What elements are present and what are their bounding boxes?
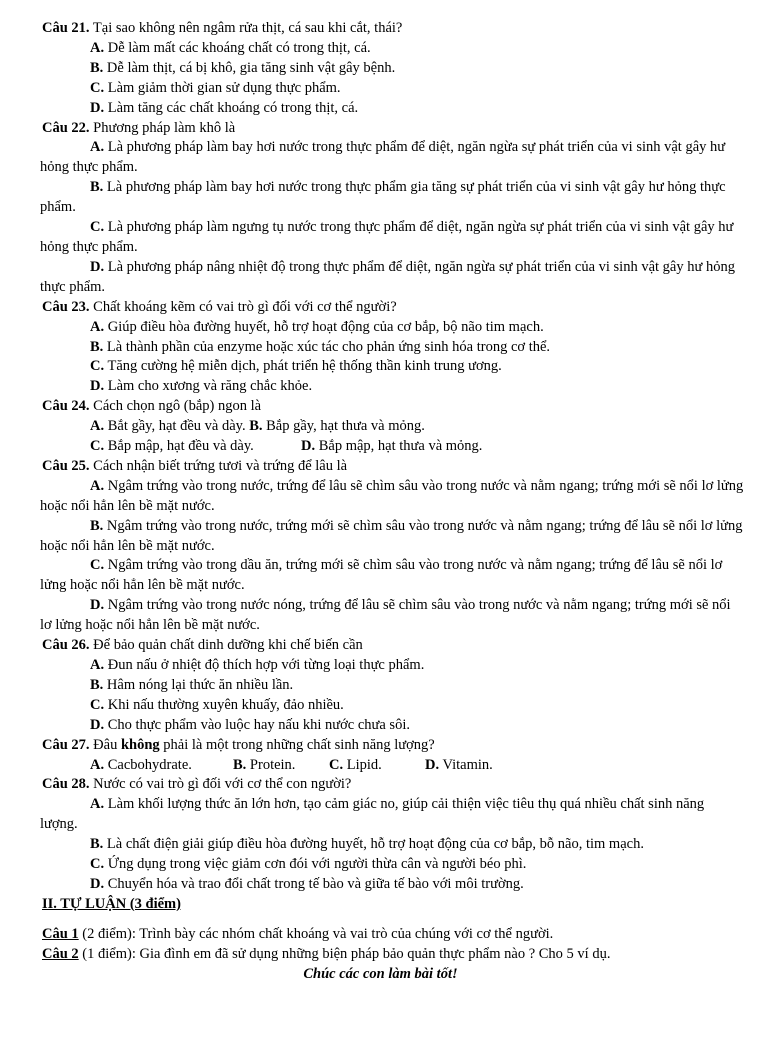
option-b [233, 756, 329, 776]
option-label: C. [90, 557, 105, 574]
question-number: Câu 24. [42, 398, 90, 415]
option-text: Dễ làm mất các khoáng chất có trong thịt, cá. [107, 39, 371, 56]
option-text: Vitamin. [442, 756, 493, 773]
option-text: Là phương pháp làm ngưng tụ nước trong thực phẩm để diệt, ngăn ngừa sự phát triển của vi sinh vật gây hư hỏng thực phẩm. [40, 219, 734, 255]
essay-text: (1 điểm): Gia đình em đã sử dụng những biện pháp bảo quản thực phẩm nào ? Cho 5 ví dụ. [78, 945, 611, 962]
option-label: C. [90, 438, 105, 455]
question-number: Câu 25. [42, 457, 90, 474]
essay-question-1 [0, 925, 761, 945]
option-b [0, 178, 761, 218]
question-number: Câu 28. [42, 776, 90, 793]
option-b [0, 338, 761, 358]
option-text: Tăng cường hệ miễn dịch, phát triển hệ thống thần kinh trung ương. [107, 358, 502, 375]
option-label: A. [90, 139, 105, 156]
option-text: Đun nấu ở nhiệt độ thích hợp với từng loại thực phẩm. [107, 657, 425, 673]
option-label: D. [90, 716, 105, 733]
option-text: Khi nấu thường xuyên khuấy, đảo nhiều. [107, 696, 344, 713]
essay-label: Câu 1 [42, 925, 79, 942]
question-text: Cách chọn ngô (bắp) ngon là [93, 398, 262, 415]
options-row [0, 756, 761, 776]
option-text: Là phương pháp làm bay hơi nước trong thực phẩm gia tăng sự phát triển của vi sinh vật gây hư hỏng thực phẩm. [40, 179, 726, 216]
option-text: Giúp điều hòa đường huyết, hỗ trợ hoạt động của cơ bắp, bộ não tim mạch. [107, 318, 544, 335]
question-26 [0, 636, 761, 736]
option-a [90, 756, 233, 776]
option-label: B. [233, 756, 247, 773]
option-c [329, 756, 425, 776]
option-label: C. [90, 79, 105, 96]
option-text: Cho thực phẩm vào luộc hay nấu khi nước chưa sôi. [107, 716, 410, 733]
option-b [0, 835, 761, 855]
question-text: Phương pháp làm khô là [93, 119, 236, 136]
option-c [0, 696, 761, 716]
question-stem [0, 119, 761, 139]
option-label: A. [90, 318, 105, 335]
option-text: Ngâm trứng vào trong nước, trứng để lâu sẽ chìm sâu vào trong nước và nằm ngang; trứng mới sẽ nổi lơ lửng hoặc nổi hẳn lên bề mặt nước. [40, 477, 744, 514]
question-number: Câu 21. [42, 20, 90, 36]
options-row-cd [0, 437, 761, 457]
options-row-ab [0, 417, 761, 437]
question-text: Để bảo quản chất dinh dưỡng khi chế biến cần [93, 637, 363, 654]
question-number: Câu 23. [42, 298, 90, 315]
essay-question-2 [0, 945, 761, 965]
question-stem [0, 298, 761, 318]
option-text: Là chất điện giải giúp điều hòa đường huyết, hỗ trợ hoạt động của cơ bắp, bỗ não, tim mạch. [106, 836, 644, 853]
option-d [301, 438, 482, 454]
option-label: D. [90, 597, 105, 614]
question-text: Cách nhận biết trứng tươi và trứng để lâu là [93, 457, 348, 474]
option-label: C. [90, 358, 105, 375]
option-b [0, 59, 761, 79]
option-label: C. [329, 756, 344, 773]
option-c [90, 437, 301, 457]
option-label: B. [90, 338, 104, 355]
option-d [0, 596, 761, 636]
option-text: Là thành phần của enzyme hoặc xúc tác cho phản ứng sinh hóa trong cơ thể. [106, 338, 551, 355]
option-a [0, 318, 761, 338]
question-text-pre: Đâu [93, 736, 118, 753]
option-text: Protein. [249, 756, 296, 773]
option-a [0, 795, 761, 835]
option-text: Lipid. [346, 756, 382, 773]
option-text: Là phương pháp làm bay hơi nước trong thực phẩm để diệt, ngăn ngừa sự phát triển của vi sinh vật gây hư hỏng thực phẩm. [40, 139, 726, 176]
question-stem [0, 457, 761, 477]
essay-label: Câu 2 [42, 945, 79, 962]
question-emphasis: không [120, 736, 160, 753]
section-heading: II. TỰ LUẬN (3 điểm) [42, 895, 181, 912]
option-text: Chuyển hóa và trao đổi chất trong tế bào và giữa tế bào với môi trường. [107, 875, 524, 892]
option-c [0, 855, 761, 875]
option-d [0, 716, 761, 736]
question-22 [0, 119, 761, 298]
option-label: B. [249, 418, 263, 435]
question-number: Câu 22. [42, 119, 90, 136]
option-text: Làm giảm thời gian sử dụng thực phẩm. [107, 79, 341, 96]
option-label: B. [90, 836, 104, 853]
closing-message: Chúc các con làm bài tốt! [303, 965, 458, 982]
option-text: Là phương pháp nâng nhiệt độ trong thực phẩm để diệt, ngăn ngừa sự phát triển của vi sinh vật gây hư hỏng thực phẩm. [40, 258, 735, 295]
option-label: A. [90, 657, 105, 673]
question-25 [0, 457, 761, 636]
option-c [0, 218, 761, 258]
option-label: B. [90, 59, 104, 76]
question-21 [0, 19, 761, 119]
option-d [0, 258, 761, 298]
option-text: Dễ làm thịt, cá bị khô, gia tăng sinh vật gây bệnh. [106, 59, 396, 76]
option-label: D. [90, 258, 105, 275]
option-text: Bắt gầy, hạt đều và dày. [107, 418, 246, 435]
option-text: Ứng dụng trong việc giảm cơn đói với người thừa cân và người béo phì. [107, 856, 527, 873]
question-text-post: phải là một trong những chất sinh năng lượng? [163, 736, 435, 753]
option-text: Bắp mập, hạt đều và dày. [107, 438, 254, 455]
option-label: A. [90, 756, 105, 773]
option-d [0, 99, 761, 119]
option-text: Ngâm trứng vào trong nước, trứng mới sẽ chìm sâu vào trong nước và nằm ngang; trứng để lâu sẽ nổi lơ lửng hoặc nổi hẳn lên bề mặt nước. [40, 517, 743, 554]
option-d [0, 875, 761, 895]
option-c [0, 79, 761, 99]
option-label: D. [425, 756, 440, 773]
option-a [0, 39, 761, 59]
option-label: B. [90, 517, 104, 534]
question-28 [0, 775, 761, 894]
option-label: B. [90, 676, 104, 693]
option-label: C. [90, 696, 105, 713]
option-text: Làm khối lượng thức ăn lớn hơn, tạo cảm giác no, giúp cải thiện việc tiêu thụ quá nhiều chất sinh năng lượng. [40, 796, 705, 833]
question-stem [0, 775, 761, 795]
option-text: Cacbohydrate. [107, 756, 192, 773]
option-b [0, 517, 761, 557]
question-text: Chất khoáng kẽm có vai trò gì đối với cơ thể người? [93, 298, 397, 315]
option-text: Ngâm trứng vào trong nước nóng, trứng để lâu sẽ chìm sâu vào trong nước và nằm ngang; trứng mới sẽ nổi lơ lửng hoặc nổi hẳn lên bề mặt nước. [40, 597, 731, 634]
option-label: D. [90, 99, 105, 116]
question-number: Câu 26. [42, 637, 90, 654]
option-label: D. [90, 378, 105, 395]
essay-text: (2 điểm): Trình bày các nhóm chất khoáng và vai trò của chúng với cơ thể người. [78, 925, 554, 942]
option-c [0, 357, 761, 377]
question-number: Câu 27. [42, 736, 90, 753]
option-a [0, 477, 761, 517]
question-stem [0, 736, 761, 756]
question-24 [0, 397, 761, 457]
option-d [425, 757, 493, 773]
option-b [249, 418, 425, 434]
option-a [0, 138, 761, 178]
spacer [0, 915, 761, 925]
option-c [0, 556, 761, 596]
question-text: Nước có vai trò gì đối với cơ thể con người? [93, 776, 352, 793]
option-label: D. [301, 438, 316, 455]
option-a [0, 656, 761, 676]
option-text: Bắp mập, hạt thưa và mỏng. [318, 438, 483, 455]
option-text: Làm cho xương và răng chắc khỏe. [107, 378, 313, 395]
exam-document [0, 19, 761, 985]
question-23 [0, 298, 761, 398]
option-label: D. [90, 875, 105, 892]
option-text: Hâm nóng lại thức ăn nhiều lần. [106, 676, 294, 693]
question-stem [0, 636, 761, 656]
option-text: Bắp gầy, hạt thưa và mỏng. [266, 418, 425, 435]
option-label: A. [90, 39, 105, 56]
option-label: C. [90, 219, 105, 236]
question-stem [0, 19, 761, 39]
option-label: A. [90, 418, 105, 435]
question-27 [0, 736, 761, 776]
option-a [90, 418, 246, 434]
option-label: C. [90, 856, 105, 873]
option-text: Làm tăng các chất khoáng có trong thịt, cá. [107, 99, 359, 116]
option-label: B. [90, 179, 104, 196]
question-text: Tại sao không nên ngâm rửa thịt, cá sau khi cắt, thái? [92, 20, 403, 36]
option-b [0, 676, 761, 696]
option-label: A. [90, 477, 105, 494]
option-label: A. [90, 796, 105, 813]
option-text: Ngâm trứng vào trong dầu ăn, trứng mới sẽ chìm sâu vào trong nước và nằm ngang; trứng để lâu sẽ nổi lơ lửng hoặc nổi hẳn lên bề mặt nước. [40, 557, 723, 594]
question-stem [0, 397, 761, 417]
option-d [0, 377, 761, 397]
